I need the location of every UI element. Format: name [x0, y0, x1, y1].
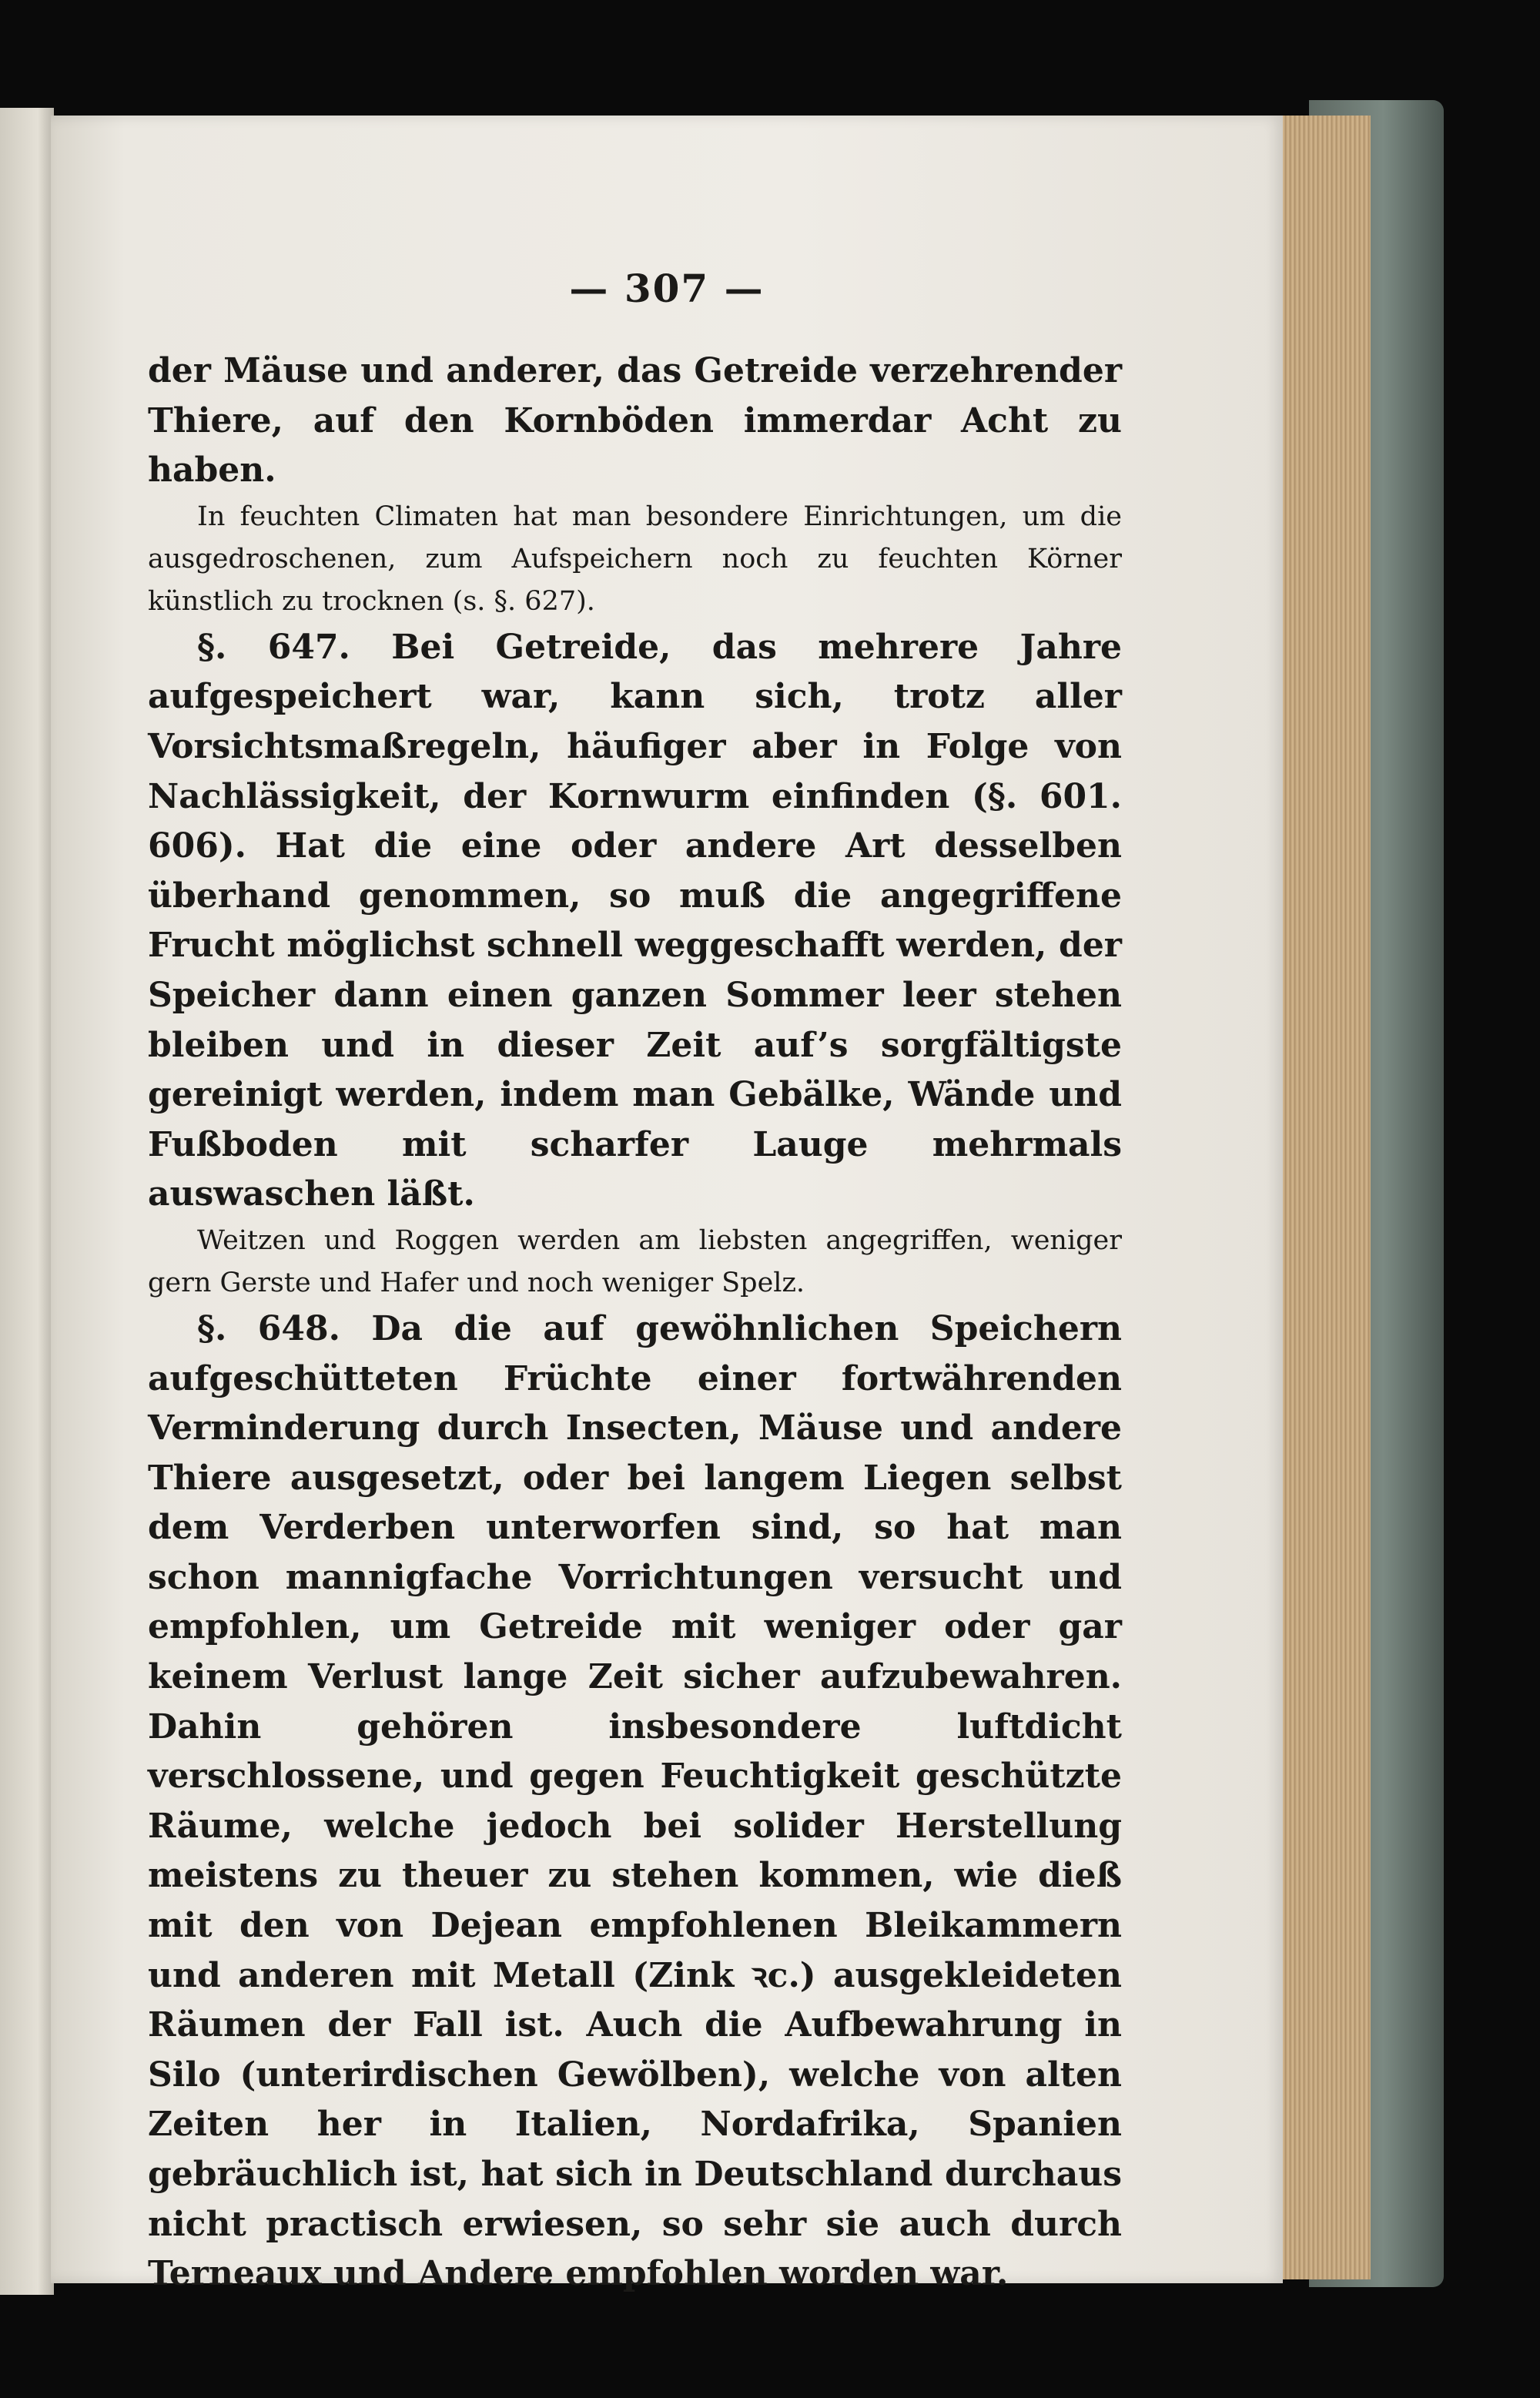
note-grains: Weitzen und Roggen werden am liebsten angegriffen, weniger gern Gerste und Hafer und noch weniger Spelz. [148, 1224, 1122, 1298]
book-page [51, 116, 1283, 2294]
note-climates: In feuchten Climaten hat man besondere Einrichtungen, um die ausgedroschenen, zum Aufspeichern noch zu feuchten Körner künstlich zu trocknen (s. §. 627). [148, 501, 1122, 617]
section-number: §. 647. [197, 627, 350, 667]
section-number: §. 648. [197, 1308, 340, 1348]
page-number-header: — 307 — [569, 266, 765, 311]
paragraph-continuation: der Mäuse und anderer, das Getreide verzehrender Thiere, auf den Kornböden immerdar Acht zu haben. [148, 351, 1122, 491]
section-648: §. 648. Da die auf gewöhnlichen Speichern aufgeschütteten Früchte einer fortwährenden Verminderung durch Insecten, Mäuse und andere Thiere ausgesetzt, oder bei langem Liegen selbst dem Verderben unterworfen sind, so hat man schon mannigfache Vorrichtungen versucht und empfohlen, um Getreide mit weniger oder gar keinem Verlust lange Zeit sicher aufzubewahren. Dahin gehören insbesondere luftdicht verschlossene, und gegen Feuchtigkeit geschützte Räume, welche jedoch bei solider Herstellung meistens zu theuer zu stehen kommen, wie dieß mit den von Dejean empfohlenen Bleikammern und anderen mit Metall (Zink ꝛc.) ausgekleideten Räumen der Fall ist. Auch die Aufbewahrung in Silo (unterirdischen Gewölben), welche von alten Zeiten her in Italien, Nordafrika, Spanien gebräuchlich ist, hat sich in Deutschland durchaus nicht practisch erwiesen, so sehr sie auch durch Terneaux und Andere empfohlen worden war. [148, 1308, 1122, 2294]
left-page-edge [0, 108, 54, 2295]
page-body [148, 347, 1122, 2299]
section-647: §. 647. Bei Getreide, das mehrere Jahre aufgespeichert war, kann sich, trotz aller Vorsichtsmaßregeln, häufiger aber in Folge von Nachlässigkeit, der Kornwurm einfinden (§. 601. 606). Hat die eine oder andere Art desselben überhand genommen, so muß die angegriffene Frucht möglichst schnell weggeschafft werden, der Speicher dann einen ganzen Sommer leer stehen bleiben und in dieser Zeit auf’s sorgfältigste gereinigt werden, indem man Gebälke, Wände und Fußboden mit scharfer Lauge mehrmals auswaschen läßt. [148, 627, 1123, 1214]
